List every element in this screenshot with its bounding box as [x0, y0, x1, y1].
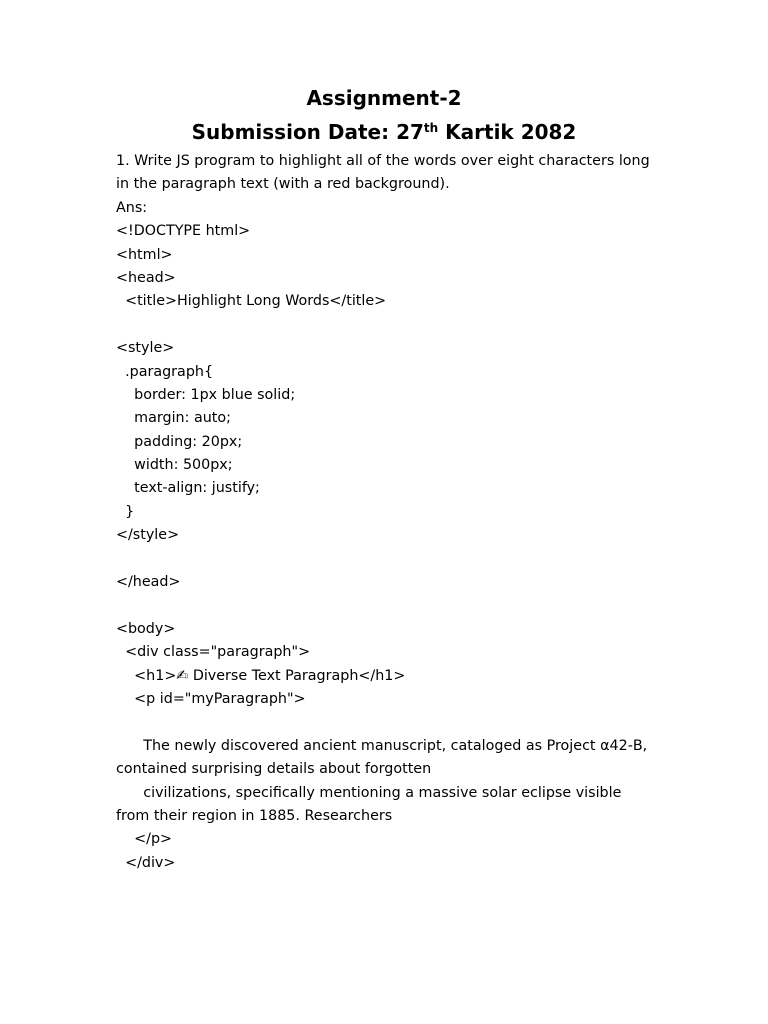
document-body [116, 150, 676, 875]
submission-date-text: Submission Date: 27 [191, 120, 424, 144]
code-line: </div> [116, 854, 176, 871]
code-line: width: 500px; [116, 457, 233, 474]
code-line-blank [116, 548, 676, 571]
code-line: </head> [116, 574, 181, 591]
submission-date [0, 120, 768, 144]
code-line: padding: 20px; [116, 433, 243, 450]
answer-label: Ans: [116, 199, 148, 216]
code-line-blank [116, 711, 676, 734]
code-line: } [116, 503, 135, 520]
submission-date-month-year: Kartik 2082 [438, 120, 577, 144]
question-line-1: 1. Write JS program to highlight all of the words over eight characters long [116, 153, 650, 169]
question-line-2: in the paragraph text (with a red background). [116, 176, 450, 193]
code-line: The newly discovered ancient manuscript, cataloged as Project α42-B, [116, 737, 648, 754]
code-line: </p> [116, 831, 173, 848]
code-line: margin: auto; [116, 410, 231, 427]
code-line: <!DOCTYPE html> [116, 223, 251, 240]
code-line: contained surprising details about forgotten [116, 761, 432, 778]
code-line: <title>Highlight Long Words</title> [116, 293, 387, 310]
code-line: from their region in 1885. Researchers [116, 807, 393, 824]
code-line-blank [116, 314, 676, 337]
code-line: civilizations, specifically mentioning a massive solar eclipse visible [116, 784, 622, 801]
code-line: border: 1px blue solid; [116, 386, 296, 403]
code-line: </style> [116, 527, 180, 544]
assignment-title: Assignment-2 [306, 86, 462, 110]
code-line-blank [116, 594, 676, 617]
code-line: .paragraph{ [116, 363, 214, 380]
code-line: <h1>✍ Diverse Text Paragraph</h1> [116, 667, 406, 684]
code-line: <p id="myParagraph"> [116, 690, 306, 707]
code-line: <div class="paragraph"> [116, 644, 311, 661]
code-line: <head> [116, 269, 176, 286]
code-line: <body> [116, 620, 176, 637]
code-line: text-align: justify; [116, 480, 260, 497]
code-line: <style> [116, 340, 175, 357]
code-line: <html> [116, 246, 173, 263]
submission-date-ordinal: th [423, 121, 439, 135]
